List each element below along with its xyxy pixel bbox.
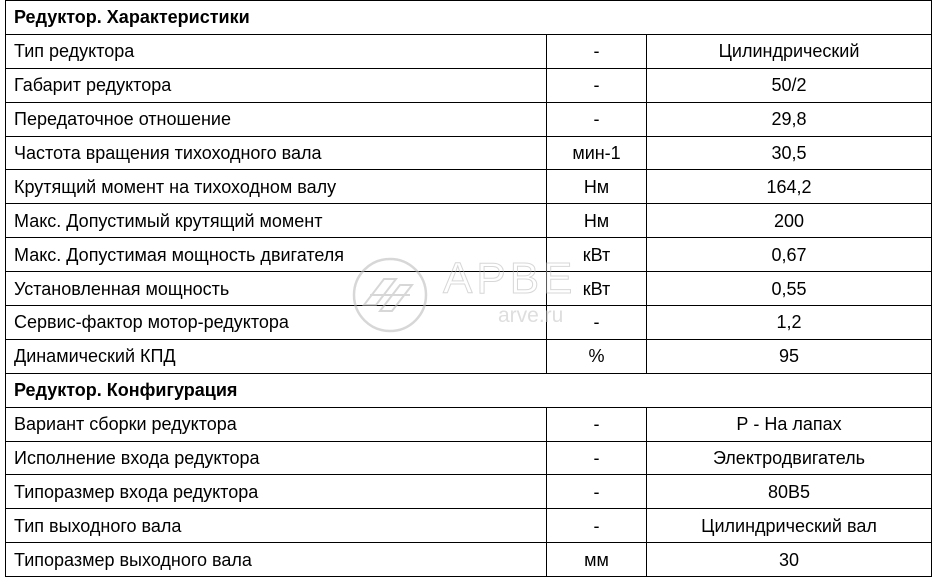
param-unit: мм [547, 543, 647, 577]
param-unit: - [547, 475, 647, 509]
table-row [6, 204, 932, 238]
table-row [6, 136, 932, 170]
param-name: Частота вращения тихоходного вала [6, 136, 547, 170]
param-value: Р - На лапах [647, 407, 932, 441]
table-row [6, 475, 932, 509]
param-value: 80B5 [647, 475, 932, 509]
param-value: 0,55 [647, 272, 932, 306]
section-title: Редуктор. Конфигурация [6, 373, 932, 407]
param-unit: - [547, 102, 647, 136]
param-unit: - [547, 407, 647, 441]
param-name: Установленная мощность [6, 272, 547, 306]
param-value: 30,5 [647, 136, 932, 170]
param-name: Исполнение входа редуктора [6, 441, 547, 475]
section-header-configuration [6, 373, 932, 407]
param-name: Сервис-фактор мотор-редуктора [6, 306, 547, 340]
table-row [6, 543, 932, 577]
param-name: Динамический КПД [6, 339, 547, 373]
param-name: Макс. Допустимый крутящий момент [6, 204, 547, 238]
param-unit: Нм [547, 204, 647, 238]
param-value: 50/2 [647, 68, 932, 102]
param-name: Типоразмер выходного вала [6, 543, 547, 577]
param-unit: % [547, 339, 647, 373]
table-row [6, 170, 932, 204]
param-name: Тип выходного вала [6, 509, 547, 543]
section-title: Редуктор. Характеристики [6, 1, 932, 35]
param-value: 30 [647, 543, 932, 577]
watermark-site: arve.ru [498, 304, 564, 327]
table-row [6, 306, 932, 340]
table-row [6, 272, 932, 306]
param-name: Крутящий момент на тихоходном валу [6, 170, 547, 204]
section-header-characteristics [6, 1, 932, 35]
gearbox-spec-table [5, 0, 932, 577]
param-value: 95 [647, 339, 932, 373]
param-value: Цилиндрический [647, 34, 932, 68]
table-row [6, 68, 932, 102]
param-unit: - [547, 441, 647, 475]
param-unit: Нм [547, 170, 647, 204]
table-row [6, 441, 932, 475]
param-value: 29,8 [647, 102, 932, 136]
table-row [6, 509, 932, 543]
param-name: Вариант сборки редуктора [6, 407, 547, 441]
param-value: 0,67 [647, 238, 932, 272]
param-unit: мин-1 [547, 136, 647, 170]
table-row [6, 339, 932, 373]
param-name: Типоразмер входа редуктора [6, 475, 547, 509]
param-name: Тип редуктора [6, 34, 547, 68]
table-row [6, 102, 932, 136]
param-unit: - [547, 34, 647, 68]
table-row [6, 238, 932, 272]
param-name: Габарит редуктора [6, 68, 547, 102]
param-value: 164,2 [647, 170, 932, 204]
watermark-brand: АРВЕ [443, 254, 577, 303]
table-row [6, 407, 932, 441]
param-unit: - [547, 68, 647, 102]
param-unit: - [547, 509, 647, 543]
param-unit: кВт [547, 238, 647, 272]
param-value: Цилиндрический вал [647, 509, 932, 543]
param-unit: - [547, 306, 647, 340]
param-unit: кВт [547, 272, 647, 306]
param-name: Передаточное отношение [6, 102, 547, 136]
table-row [6, 34, 932, 68]
param-value: Электродвигатель [647, 441, 932, 475]
param-value: 200 [647, 204, 932, 238]
param-name: Макс. Допустимая мощность двигателя [6, 238, 547, 272]
param-value: 1,2 [647, 306, 932, 340]
